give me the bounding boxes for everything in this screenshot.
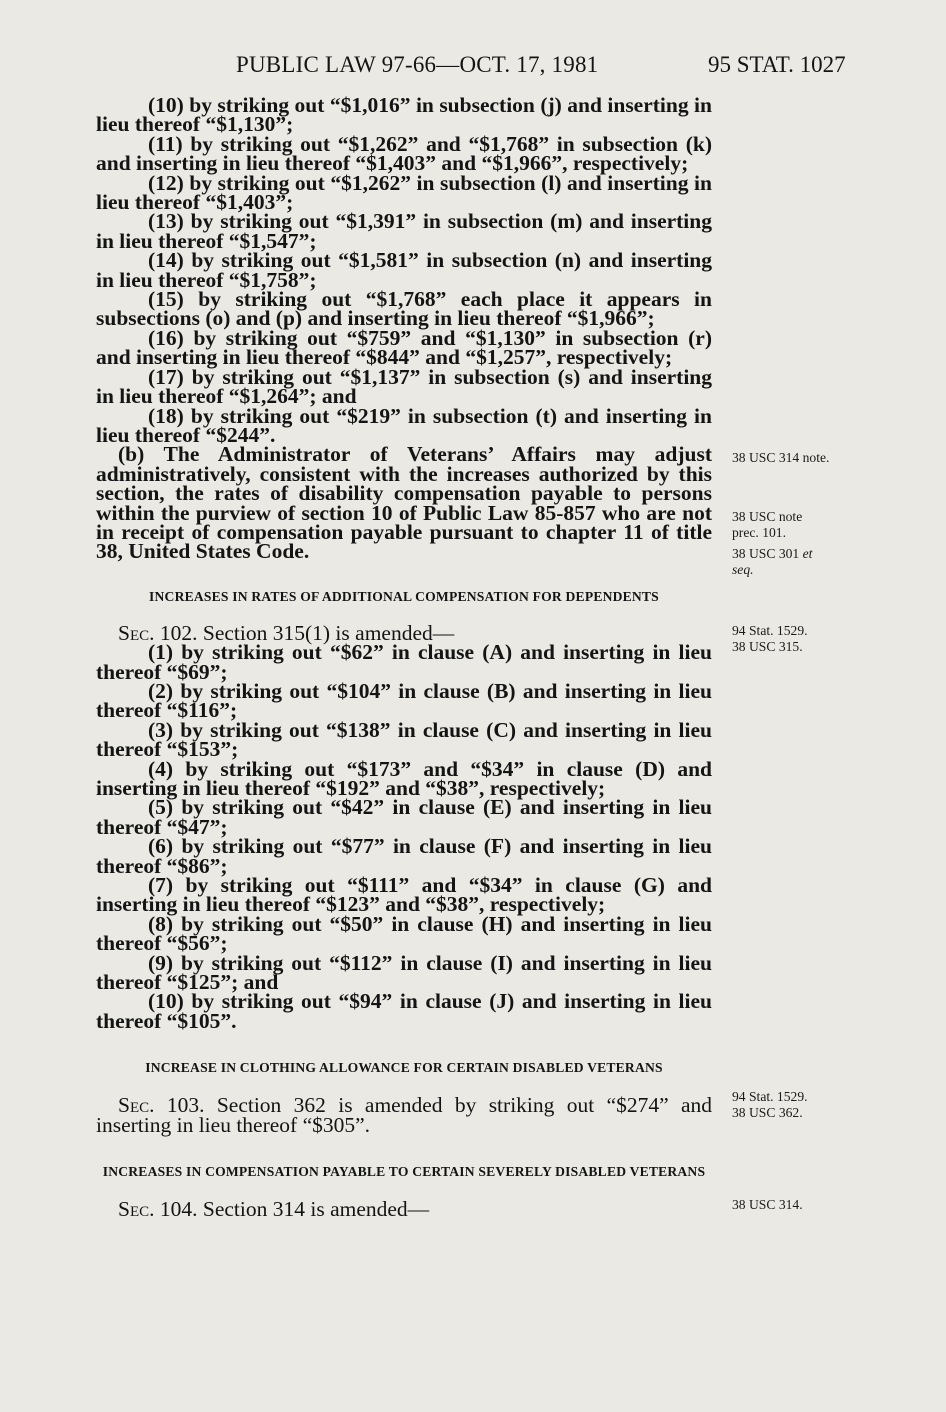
- list-item: (11) by striking out “$1,262” and “$1,768” in subsection (k) and inserting in lieu thereof “$1,403” and “$1,966”, respectively;: [96, 131, 712, 176]
- section-heading-102: INCREASES IN RATES OF ADDITIONAL COMPENSATION FOR DEPENDENTS: [149, 588, 659, 604]
- section-heading-103: INCREASE IN CLOTHING ALLOWANCE FOR CERTAIN DISABLED VETERANS: [145, 1060, 663, 1076]
- sec-104-text: Section 314 is amended—: [202, 1197, 430, 1222]
- list-item: (8) by striking out “$50” in clause (H) and inserting in lieu thereof “$56”;: [96, 911, 712, 956]
- list-item: (18) by striking out “$219” in subsection (t) and inserting in lieu thereof “$244”.: [96, 403, 712, 447]
- list-item: (17) by striking out “$1,137” in subsection (s) and inserting in lieu thereof “$1,264”; and: [96, 364, 712, 409]
- list-item: (2) by striking out “$104” in clause (B) and inserting in lieu thereof “$116”;: [96, 678, 712, 723]
- list-item: (4) by striking out “$173” and “$34” in clause (D) and inserting in lieu thereof “$192” and “$38”, respectively;: [96, 756, 712, 800]
- list-item: (14) by striking out “$1,581” in subsection (n) and inserting in lieu thereof “$1,758”;: [96, 248, 712, 292]
- margin-note: 38 USC 301 et seq.: [732, 546, 813, 577]
- header-title: PUBLIC LAW 97-66—OCT. 17, 1981: [236, 52, 599, 77]
- list-item: (3) by striking out “$138” in clause (C) and inserting in lieu thereof “$153”;: [96, 717, 712, 762]
- sec-104-label: Sec. 104.: [118, 1197, 198, 1222]
- section-101-items: [96, 93, 712, 447]
- list-item: (16) by striking out “$759” and “$1,130” in subsection (r) and inserting in lieu thereof “$844” and “$1,257”, respectively;: [96, 325, 712, 370]
- list-item: (12) by striking out “$1,262” in subsection (l) and inserting in lieu thereof “$1,403”;: [96, 170, 712, 215]
- sec-103: [96, 1093, 713, 1137]
- margin-note: 38 USC 314 note.: [732, 450, 830, 465]
- margin-note: 94 Stat. 1529. 38 USC 315.: [732, 623, 808, 654]
- list-item: (1) by striking out “$62” in clause (A) and inserting in lieu thereof “$69”;: [96, 640, 712, 684]
- list-item: (5) by striking out “$42” in clause (E) and inserting in lieu thereof “$47”;: [96, 795, 712, 839]
- header-stat-page: 95 STAT. 1027: [708, 52, 846, 77]
- margin-note: 38 USC 314.: [732, 1197, 803, 1212]
- margin-note: 38 USC note prec. 101.: [732, 509, 803, 540]
- sec-102-intro-text: Section 315(1) is amended—: [202, 620, 455, 645]
- section-102-items: [96, 640, 712, 1033]
- sec-103-label: Sec. 103.: [118, 1093, 205, 1118]
- list-item: (10) by striking out “$94” in clause (J) and inserting in lieu thereof “$105”.: [96, 989, 712, 1033]
- page-body: [96, 93, 713, 1222]
- sec-102-label: Sec. 102.: [118, 620, 198, 645]
- list-item: (10) by striking out “$1,016” in subsection (j) and inserting in lieu thereof “$1,130”;: [96, 93, 712, 137]
- subsection-b: (b) The Administrator of Veterans’ Affairs may adjust administratively, consistent with the increases authorized by this section, the rates of disability compensation payable to persons within the purview of section 10 of Public Law 85-857 who are not in receipt of compensation payable pursuant to chapter 11 of title 38, United States Code.: [96, 442, 712, 564]
- list-item: (7) by striking out “$111” and “$34” in clause (G) and inserting in lieu thereof “$123” and “$38”, respectively;: [96, 873, 712, 917]
- running-header: [0, 52, 946, 86]
- list-item: (9) by striking out “$112” in clause (I) and inserting in lieu thereof “$125”; and: [96, 950, 712, 995]
- margin-note: 94 Stat. 1529. 38 USC 362.: [732, 1089, 808, 1120]
- list-item: (6) by striking out “$77” in clause (F) and inserting in lieu thereof “$86”;: [96, 834, 712, 878]
- list-item: (13) by striking out “$1,391” in subsection (m) and inserting in lieu thereof “$1,547”;: [96, 209, 712, 253]
- sec-103-text: Section 362 is amended by striking out “$274” and inserting in lieu thereof “$305”.: [96, 1093, 713, 1137]
- sec-104: [96, 1197, 712, 1222]
- section-heading-104: INCREASES IN COMPENSATION PAYABLE TO CERTAIN SEVERELY DISABLED VETERANS: [102, 1164, 706, 1180]
- list-item: (15) by striking out “$1,768” each place it appears in subsections (o) and (p) and inserting in lieu thereof “$1,966”;: [96, 287, 712, 331]
